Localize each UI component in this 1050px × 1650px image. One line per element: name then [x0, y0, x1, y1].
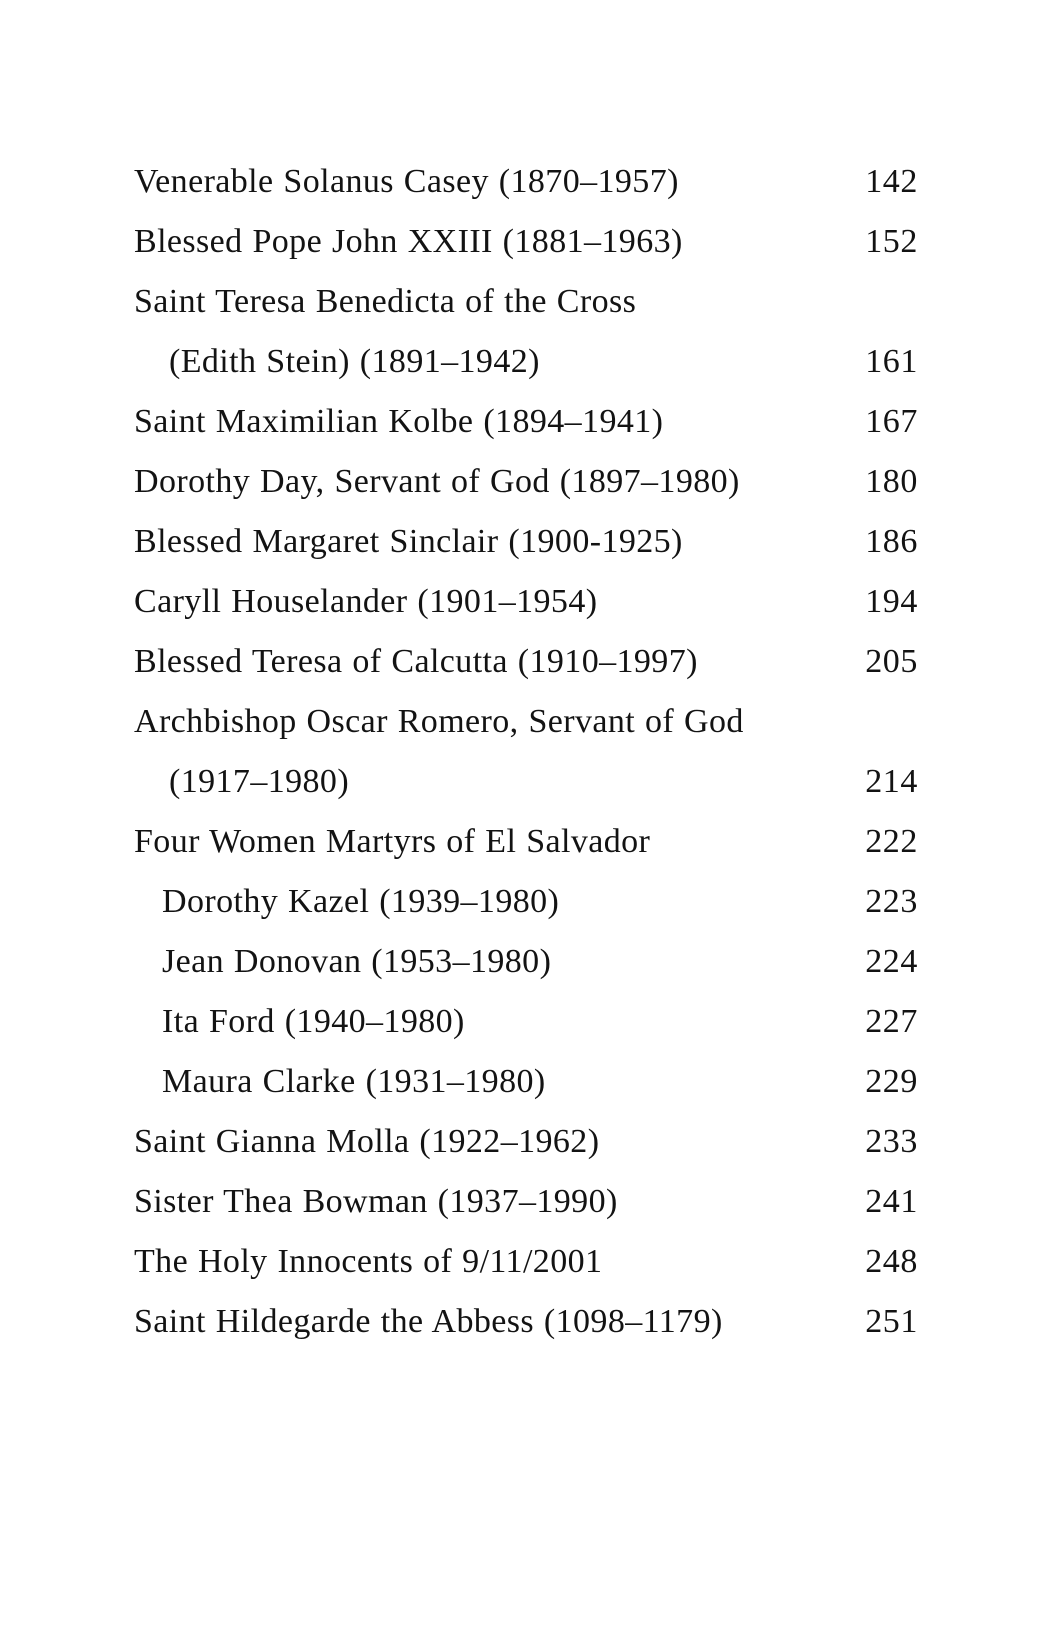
- toc-entry-page-number: 180: [865, 463, 918, 500]
- toc-entry-title: Caryll Houselander (1901–1954): [134, 583, 598, 620]
- toc-entry-title: Saint Maximilian Kolbe (1894–1941): [134, 403, 664, 440]
- toc-row: [134, 752, 918, 812]
- toc-entry-title: The Holy Innocents of 9/11/2001: [134, 1243, 603, 1280]
- toc-row: [134, 452, 918, 512]
- toc-row: [134, 812, 918, 872]
- toc-entry-page-number: 167: [865, 403, 918, 440]
- toc-row: [134, 212, 918, 272]
- toc-entry-page-number: 142: [865, 163, 918, 200]
- toc-row: [134, 1112, 918, 1172]
- toc-row: [134, 572, 918, 632]
- toc-entry-page-number: 152: [865, 223, 918, 260]
- toc-entry-title: Blessed Margaret Sinclair (1900-1925): [134, 523, 683, 560]
- toc-entry-title: Blessed Teresa of Calcutta (1910–1997): [134, 643, 698, 680]
- toc-entry-title: (Edith Stein) (1891–1942): [169, 343, 540, 380]
- toc-entry-title: Dorothy Day, Servant of God (1897–1980): [134, 463, 740, 500]
- toc-entry-title: Archbishop Oscar Romero, Servant of God: [134, 703, 744, 740]
- toc-row: [134, 512, 918, 572]
- table-of-contents: [134, 152, 918, 1352]
- toc-entry-title: (1917–1980): [169, 763, 350, 800]
- toc-row: [134, 1172, 918, 1232]
- toc-row: [134, 1292, 918, 1352]
- toc-entry-title: Venerable Solanus Casey (1870–1957): [134, 163, 679, 200]
- toc-row: [134, 872, 918, 932]
- toc-entry-page-number: 251: [865, 1303, 918, 1340]
- toc-row: [134, 632, 918, 692]
- toc-entry-page-number: 214: [865, 763, 918, 800]
- toc-entry-title: Blessed Pope John XXIII (1881–1963): [134, 223, 683, 260]
- toc-row: [134, 1052, 918, 1112]
- toc-entry-title: Maura Clarke (1931–1980): [162, 1063, 546, 1100]
- toc-entry-page-number: 229: [865, 1063, 918, 1100]
- toc-entry-page-number: 241: [865, 1183, 918, 1220]
- toc-entry-page-number: 205: [865, 643, 918, 680]
- toc-entry-page-number: 194: [865, 583, 918, 620]
- toc-row: [134, 992, 918, 1052]
- toc-entry-page-number: 223: [865, 883, 918, 920]
- toc-entry-title: Saint Teresa Benedicta of the Cross: [134, 283, 637, 320]
- toc-entry-page-number: 186: [865, 523, 918, 560]
- toc-row: [134, 1232, 918, 1292]
- toc-entry-title: Dorothy Kazel (1939–1980): [162, 883, 560, 920]
- toc-entry-page-number: 224: [865, 943, 918, 980]
- toc-entry-title: Saint Hildegarde the Abbess (1098–1179): [134, 1303, 723, 1340]
- toc-row: [134, 272, 918, 332]
- toc-row: [134, 392, 918, 452]
- toc-entry-title: Four Women Martyrs of El Salvador: [134, 823, 651, 860]
- toc-entry-title: Ita Ford (1940–1980): [162, 1003, 465, 1040]
- toc-entry-page-number: 233: [865, 1123, 918, 1160]
- toc-entry-page-number: 248: [865, 1243, 918, 1280]
- toc-row: [134, 692, 918, 752]
- toc-row: [134, 332, 918, 392]
- toc-entry-title: Sister Thea Bowman (1937–1990): [134, 1183, 618, 1220]
- toc-row: [134, 152, 918, 212]
- toc-entry-page-number: 227: [865, 1003, 918, 1040]
- toc-entry-page-number: 161: [865, 343, 918, 380]
- toc-entry-title: Saint Gianna Molla (1922–1962): [134, 1123, 600, 1160]
- toc-row: [134, 932, 918, 992]
- toc-entry-title: Jean Donovan (1953–1980): [162, 943, 552, 980]
- toc-entry-page-number: 222: [865, 823, 918, 860]
